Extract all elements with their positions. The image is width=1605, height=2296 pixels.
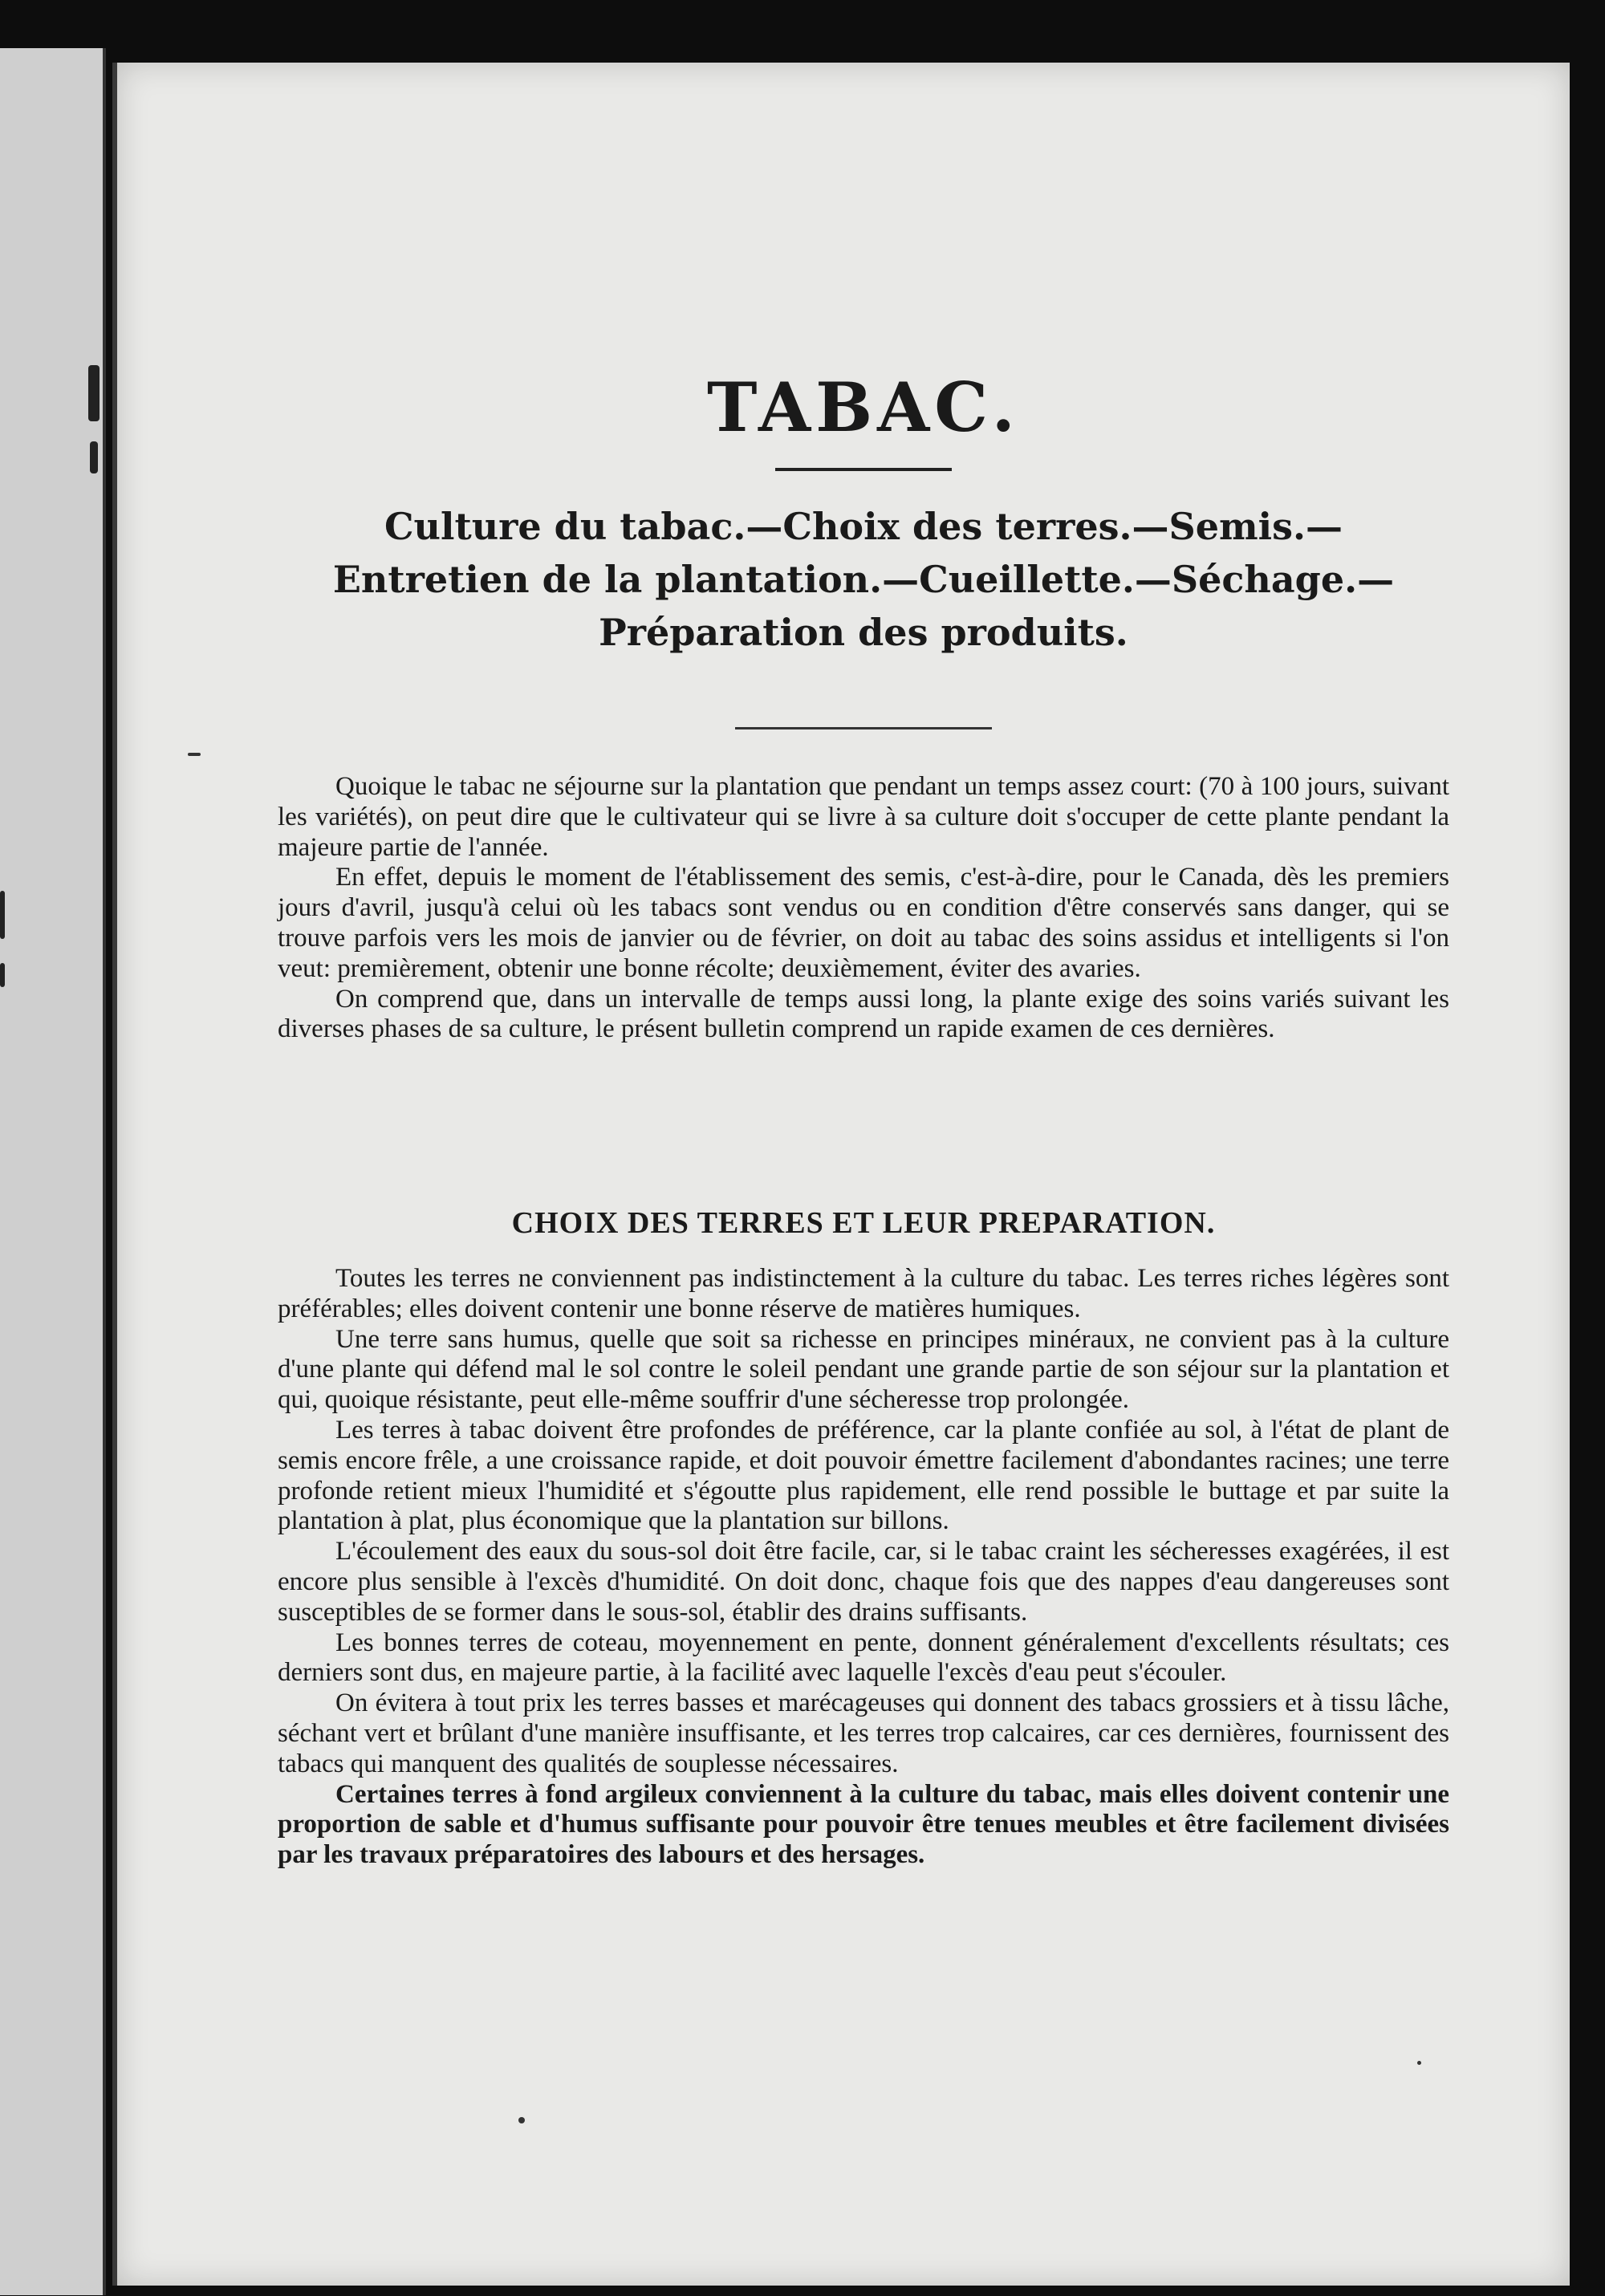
section-body (278, 1264, 1449, 1871)
scan-speck (1417, 2061, 1421, 2065)
intro-paragraph: Quoique le tabac ne séjourne sur la plantation que pendant un temps assez court: (70 à 100 jours, suivant les variétés), on peut dire que le cultivateur qui se livre à sa culture doit s'occuper de cette plante pendant la majeure partie de l'année. (278, 772, 1449, 862)
binding-mark (0, 963, 5, 987)
body-paragraph: Les terres à tabac doivent être profondes de préférence, car la plante confiée au sol, à l'état de plant de semis encore frêle, a une croissance rapide, et doit pouvoir émettre facilement d'abondantes racines; une terre profonde retient mieux l'humidité et s'égoutte plus rapidement, elle rend possible le buttage et par suite la plantation à plat, plus économique que la plantation sur billons. (278, 1415, 1449, 1536)
body-paragraph: Toutes les terres ne conviennent pas indistinctement à la culture du tabac. Les terres riches légères sont préférables; elles doivent contenir une bonne réserve de matières humiques. (278, 1264, 1449, 1323)
body-paragraph: Les bonnes terres de coteau, moyennement en pente, donnent généralement d'excellents résultats; ces derniers sont dus, en majeure partie, à la facilité avec laquelle l'excès d'eau peut s'écouler. (278, 1628, 1449, 1688)
body-paragraph: On évitera à tout prix les terres basses et marécageuses qui donnent des tabacs grossiers et à tissu lâche, séchant vert et brûlant d'une manière insuffisante, et les terres trop calcaires, car ces dernières, fournissent des tabacs qui manquent des qualités de souplesse nécessaires. (278, 1688, 1449, 1778)
binding-mark (90, 441, 98, 473)
binding-mark (0, 891, 5, 939)
body-paragraph: Certaines terres à fond argileux conviennent à la culture du tabac, mais elles doivent contenir une proportion de sable et d'humus suffisante pour pouvoir être tenues meubles et être facilement divisées par les travaux préparatoires des labours et des hersages. (278, 1779, 1449, 1870)
body-paragraph: L'écoulement des eaux du sous-sol doit être facile, car, si le tabac craint les sécheresses exagérées, il est encore plus sensible à l'excès d'humidité. On doit donc, chaque fois que des nappes d'eau dangereuses sont susceptibles de se former dans le sous-sol, établir des drains suffisants. (278, 1537, 1449, 1627)
page-subtitle: Culture du tabac.—Choix des terres.—Semis.—Entretien de la plantation.—Cueillette.—Séchage.— Préparation des produits. (332, 505, 1395, 654)
title-rule (775, 468, 952, 471)
body-paragraph: Une terre sans humus, quelle que soit sa richesse en principes minéraux, ne convient pas à la culture d'une plante qui défend mal le sol contre le soleil pendant une grande partie de son séjour sur la plantation et qui, quoique résistante, peut elle-même souffrir d'une sécheresse trop prolongée. (278, 1324, 1449, 1415)
scan-speck (518, 2117, 525, 2123)
binding-mark (88, 365, 100, 421)
page-title: TABAC. (707, 368, 1020, 447)
intro-paragraph: On comprend que, dans un intervalle de temps aussi long, la plante exige des soins variés suivant les diverses phases de sa culture, le présent bulletin comprend un rapide examen de ces dernières. (278, 984, 1449, 1044)
intro-paragraph: En effet, depuis le moment de l'établissement des semis, c'est-à-dire, pour le Canada, dès les premiers jours d'avril, jusqu'à celui où les tabacs sont vendus ou en condition d'être conservés sans danger, qui se trouve parfois vers les mois de janvier ou de février, on doit au tabac des soins assidus et intelligents si l'on veut: premièrement, obtenir une bonne récolte; deuxièmement, éviter des avaries. (278, 863, 1449, 983)
document-page (112, 63, 1570, 2286)
section-heading: CHOIX DES TERRES ET LEUR PREPARATION. (511, 1206, 1216, 1240)
adjacent-page-edge (0, 48, 106, 2295)
subtitle-rule (735, 727, 992, 729)
intro-section (278, 772, 1449, 1045)
scan-speck (188, 753, 201, 756)
